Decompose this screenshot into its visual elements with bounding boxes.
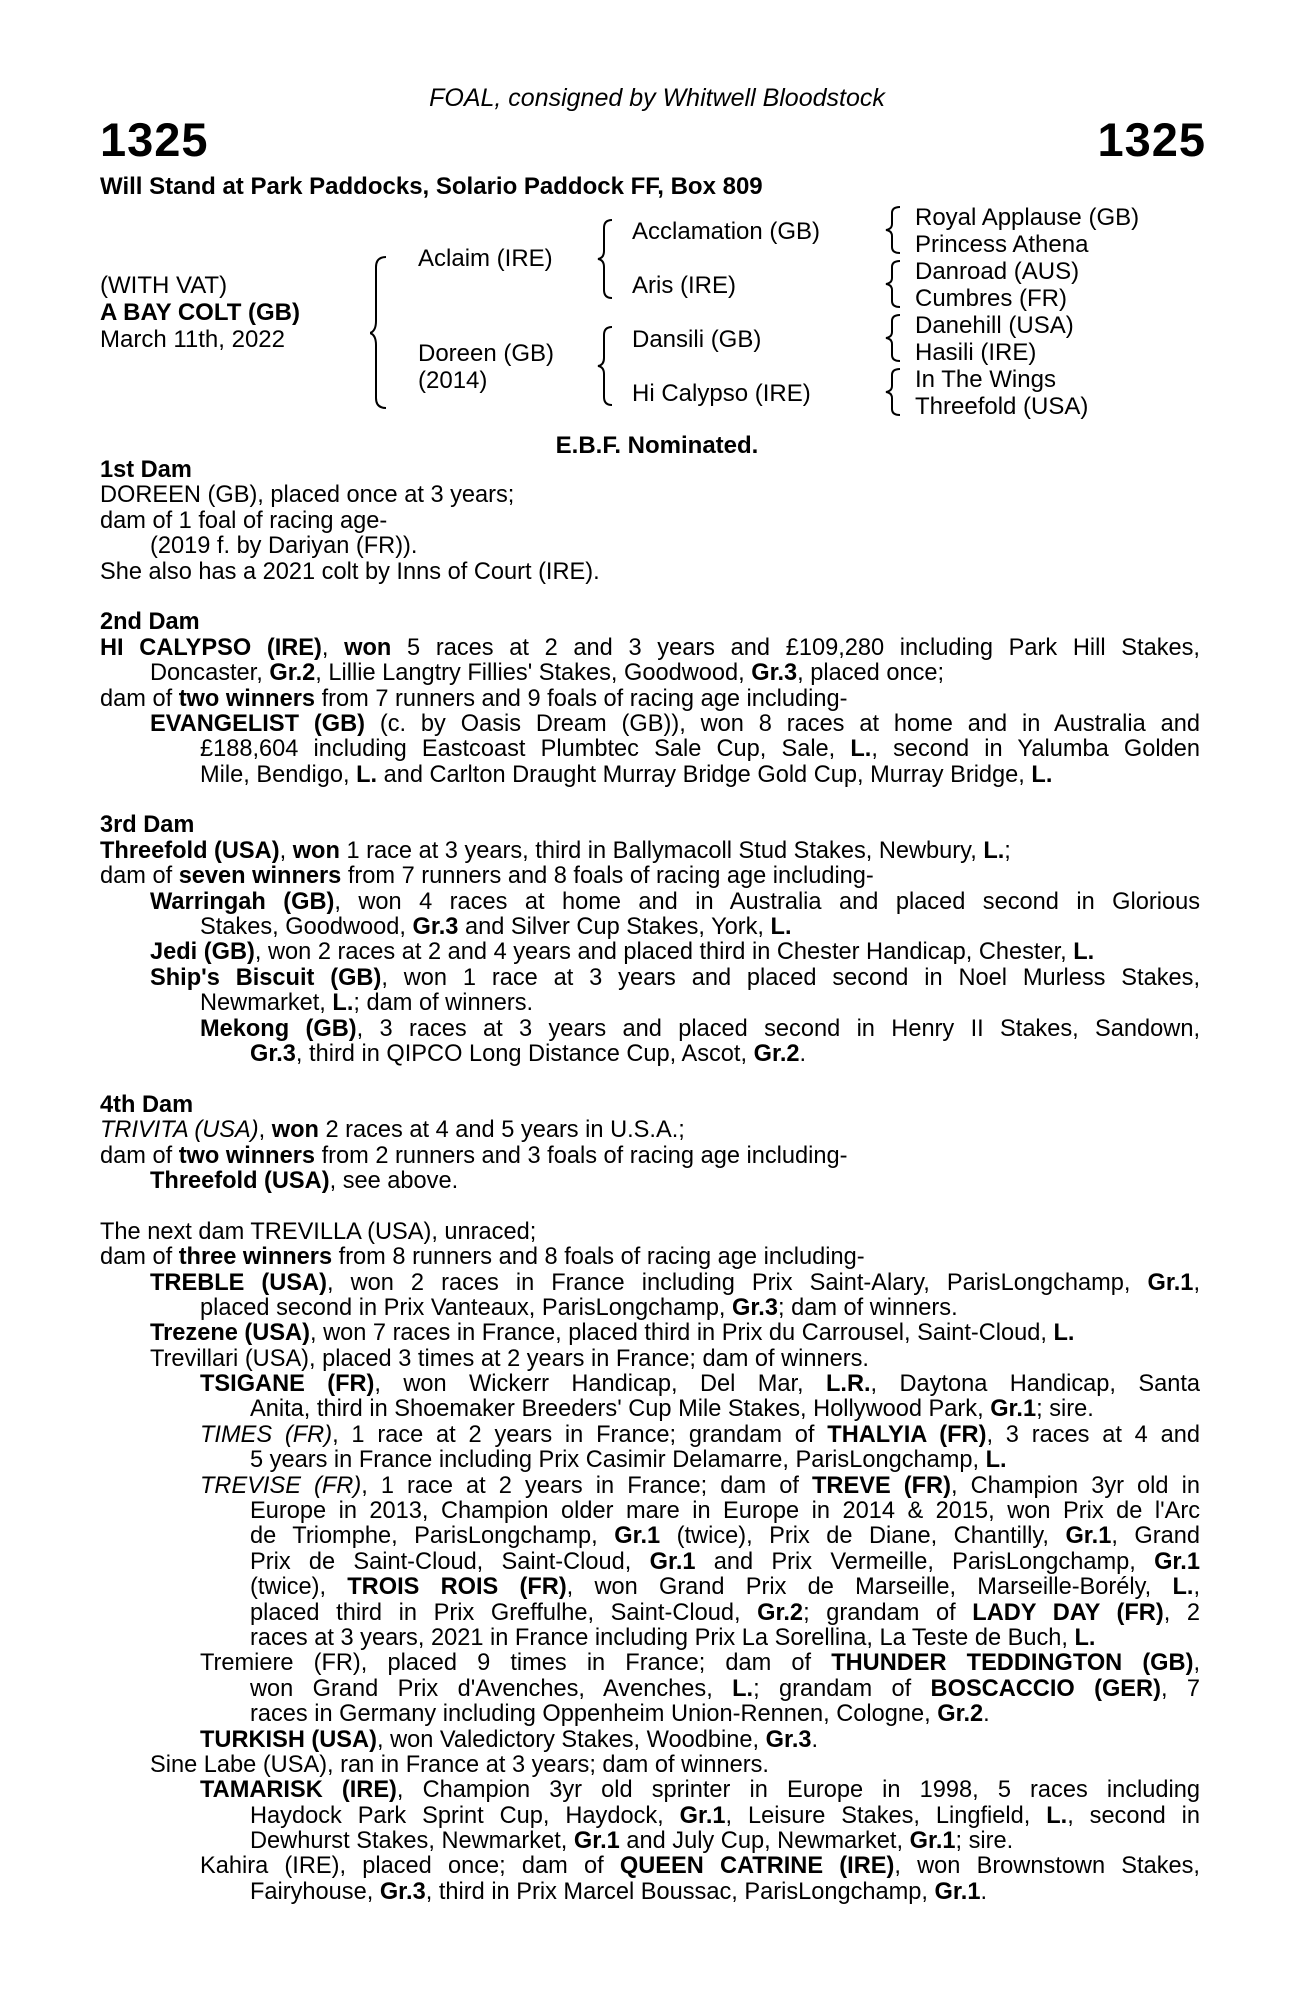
pedigree-gen3-5: Danehill (USA) xyxy=(915,312,1074,339)
lot-number-left: 1325 xyxy=(100,113,209,166)
third-dam-line: Newmarket, L.; dam of winners. xyxy=(200,990,534,1017)
second-dam-line: £188,604 including Eastcoast Plumbtec Sale Cup, Sale, L., second in Yalumba Golden xyxy=(200,737,1200,763)
horse-name: A BAY COLT (GB) xyxy=(100,299,301,326)
vat-note: (WITH VAT) xyxy=(100,272,228,299)
next-dam-line: placed second in Prix Vanteaux, ParisLongchamp, Gr.3; dam of winners. xyxy=(200,1294,958,1321)
pedigree-sire-sire: Acclamation (GB) xyxy=(632,218,821,245)
pedigree-brace-sire xyxy=(596,218,616,300)
next-dam-line: Tremiere (FR), placed 9 times in France; dam of THUNDER TEDDINGTON (GB), xyxy=(200,1651,1200,1677)
pedigree-gen3-6: Hasili (IRE) xyxy=(915,339,1037,366)
next-dam-line: TURKISH (USA), won Valedictory Stakes, Woodbine, Gr.3. xyxy=(200,1726,819,1753)
pedigree-gen3-3: Danroad (AUS) xyxy=(915,258,1080,285)
horse-dob: March 11th, 2022 xyxy=(100,326,286,353)
first-dam-line: (2019 f. by Dariyan (FR)). xyxy=(150,533,418,560)
catalogue-body xyxy=(100,458,1200,1905)
pedigree-gen3-2: Princess Athena xyxy=(915,231,1089,258)
next-dam-line: (twice), TROIS ROIS (FR), won Grand Prix de Marseille, Marseille-Borély, L., xyxy=(250,1575,1200,1601)
next-dam-line: Kahira (IRE), placed once; dam of QUEEN CATRINE (IRE), won Brownstown Stakes, xyxy=(200,1854,1200,1880)
pedigree-brace-dam xyxy=(596,325,616,407)
next-dam-line: de Triomphe, ParisLongchamp, Gr.1 (twice), Prix de Diane, Chantilly, Gr.1, Grand xyxy=(250,1524,1200,1550)
next-dam-line: dam of three winners from 8 runners and 8 foals of racing age including- xyxy=(100,1244,865,1271)
third-dam-line: dam of seven winners from 7 runners and 8 foals of racing age including- xyxy=(100,863,874,890)
pedigree-dam: Doreen (GB) xyxy=(418,340,555,367)
third-dam-line: Threefold (USA), won 1 race at 3 years, third in Ballymacoll Stud Stakes, Newbury, L.; xyxy=(100,837,1011,864)
pedigree-brace-g1 xyxy=(884,205,904,255)
pedigree-dam-sire: Dansili (GB) xyxy=(632,326,762,353)
second-dam-heading: 2nd Dam xyxy=(100,609,200,636)
third-dam-line: Warringah (GB), won 4 races at home and in Australia and placed second in Glorious xyxy=(150,889,1200,915)
next-dam-line: placed third in Prix Greffulhe, Saint-Cloud, Gr.2; grandam of LADY DAY (FR), 2 xyxy=(250,1600,1200,1626)
fourth-dam-line: dam of two winners from 2 runners and 3 foals of racing age including- xyxy=(100,1142,848,1169)
second-dam-line: EVANGELIST (GB) (c. by Oasis Dream (GB)), won 8 races at home and in Australia and xyxy=(150,711,1200,737)
third-dam-heading: 3rd Dam xyxy=(100,812,195,839)
next-dam-line: Dewhurst Stakes, Newmarket, Gr.1 and July Cup, Newmarket, Gr.1; sire. xyxy=(250,1828,1014,1855)
first-dam-line: She also has a 2021 colt by Inns of Court (IRE). xyxy=(100,558,600,585)
next-dam-line: The next dam TREVILLA (USA), unraced; xyxy=(100,1218,537,1245)
second-dam-line: Mile, Bendigo, L. and Carlton Draught Murray Bridge Gold Cup, Murray Bridge, L. xyxy=(200,761,1053,788)
next-dam-line: TSIGANE (FR), won Wickerr Handicap, Del Mar, L.R., Daytona Handicap, Santa xyxy=(200,1372,1200,1398)
consignor-line: FOAL, consigned by Whitwell Bloodstock xyxy=(429,84,885,112)
pedigree-gen3-7: In The Wings xyxy=(915,366,1056,393)
third-dam-line: Jedi (GB), won 2 races at 2 and 4 years and placed third in Chester Handicap, Chester, L. xyxy=(150,939,1095,966)
next-dam-line: Europe in 2013, Champion older mare in Europe in 2014 & 2015, won Prix de l'Arc xyxy=(250,1499,1200,1525)
next-dam-line: Haydock Park Sprint Cup, Haydock, Gr.1, Leisure Stakes, Lingfield, L., second in xyxy=(250,1803,1200,1829)
next-dam-line: Trevillari (USA), placed 3 times at 2 years in France; dam of winners. xyxy=(150,1345,869,1372)
next-dam-line: Fairyhouse, Gr.3, third in Prix Marcel Boussac, ParisLongchamp, Gr.1. xyxy=(250,1878,988,1905)
next-dam-line: TREVISE (FR), 1 race at 2 years in France; dam of TREVE (FR), Champion 3yr old in xyxy=(200,1473,1200,1499)
pedigree-brace-g3 xyxy=(884,313,904,363)
next-dam-line: won Grand Prix d'Avenches, Avenches, L.; grandam of BOSCACCIO (GER), 7 xyxy=(250,1676,1200,1702)
fourth-dam-line: Threefold (USA), see above. xyxy=(150,1167,459,1194)
next-dam-line: TIMES (FR), 1 race at 2 years in France; grandam of THALYIA (FR), 3 races at 4 and xyxy=(200,1422,1200,1448)
first-dam-line: dam of 1 foal of racing age- xyxy=(100,507,388,534)
pedigree-dam-year: (2014) xyxy=(418,367,488,394)
second-dam-line: Doncaster, Gr.2, Lillie Langtry Fillies' Stakes, Goodwood, Gr.3, placed once; xyxy=(150,660,945,687)
first-dam-heading: 1st Dam xyxy=(100,457,192,483)
next-dam-line: TAMARISK (IRE), Champion 3yr old sprinter in Europe in 1998, 5 races including xyxy=(200,1778,1200,1804)
next-dam-line: Trezene (USA), won 7 races in France, placed third in Prix du Carrousel, Saint-Cloud, L. xyxy=(150,1320,1075,1347)
fourth-dam-heading: 4th Dam xyxy=(100,1091,194,1118)
next-dam-line: Sine Labe (USA), ran in France at 3 years; dam of winners. xyxy=(150,1751,769,1778)
pedigree-gen3-1: Royal Applause (GB) xyxy=(915,204,1140,231)
pedigree-brace-main xyxy=(370,255,390,410)
next-dam-line: races in Germany including Oppenheim Union-Rennen, Cologne, Gr.2. xyxy=(250,1701,990,1728)
pedigree-brace-g2 xyxy=(884,259,904,309)
pedigree-gen3-4: Cumbres (FR) xyxy=(915,285,1068,312)
second-dam-line: dam of two winners from 7 runners and 9 foals of racing age including- xyxy=(100,685,848,712)
third-dam-line: Ship's Biscuit (GB), won 1 race at 3 years and placed second in Noel Murless Stakes, xyxy=(150,965,1200,991)
stabling-location: Will Stand at Park Paddocks, Solario Paddock FF, Box 809 xyxy=(100,173,763,200)
third-dam-line: Gr.3, third in QIPCO Long Distance Cup, Ascot, Gr.2. xyxy=(250,1040,807,1067)
next-dam-line: races at 3 years, 2021 in France including Prix La Sorellina, La Teste de Buch, L. xyxy=(250,1624,1096,1651)
pedigree-gen3-8: Threefold (USA) xyxy=(915,393,1089,420)
ebf-nominated: E.B.F. Nominated. xyxy=(555,432,759,459)
first-dam-line: DOREEN (GB), placed once at 3 years; xyxy=(100,482,515,509)
second-dam-line: HI CALYPSO (IRE), won 5 races at 2 and 3 years and £109,280 including Park Hill Stakes, xyxy=(100,635,1200,661)
pedigree-sire: Aclaim (IRE) xyxy=(418,245,553,272)
fourth-dam-line: TRIVITA (USA), won 2 races at 4 and 5 years in U.S.A.; xyxy=(100,1117,685,1144)
next-dam-line: Anita, third in Shoemaker Breeders' Cup Mile Stakes, Hollywood Park, Gr.1; sire. xyxy=(250,1396,1094,1423)
third-dam-line: Stakes, Goodwood, Gr.3 and Silver Cup Stakes, York, L. xyxy=(200,914,792,941)
next-dam-line: TREBLE (USA), won 2 races in France including Prix Saint-Alary, ParisLongchamp, Gr.1, xyxy=(150,1270,1200,1296)
pedigree-brace-g4 xyxy=(884,367,904,417)
next-dam-line: Prix de Saint-Cloud, Saint-Cloud, Gr.1 and Prix Vermeille, ParisLongchamp, Gr.1 xyxy=(250,1549,1200,1575)
third-dam-line: Mekong (GB), 3 races at 3 years and placed second in Henry II Stakes, Sandown, xyxy=(200,1016,1200,1042)
pedigree-sire-dam: Aris (IRE) xyxy=(632,272,736,299)
pedigree-dam-dam: Hi Calypso (IRE) xyxy=(632,380,811,407)
lot-number-right: 1325 xyxy=(1097,113,1206,166)
next-dam-line: 5 years in France including Prix Casimir Delamarre, ParisLongchamp, L. xyxy=(250,1447,1007,1474)
